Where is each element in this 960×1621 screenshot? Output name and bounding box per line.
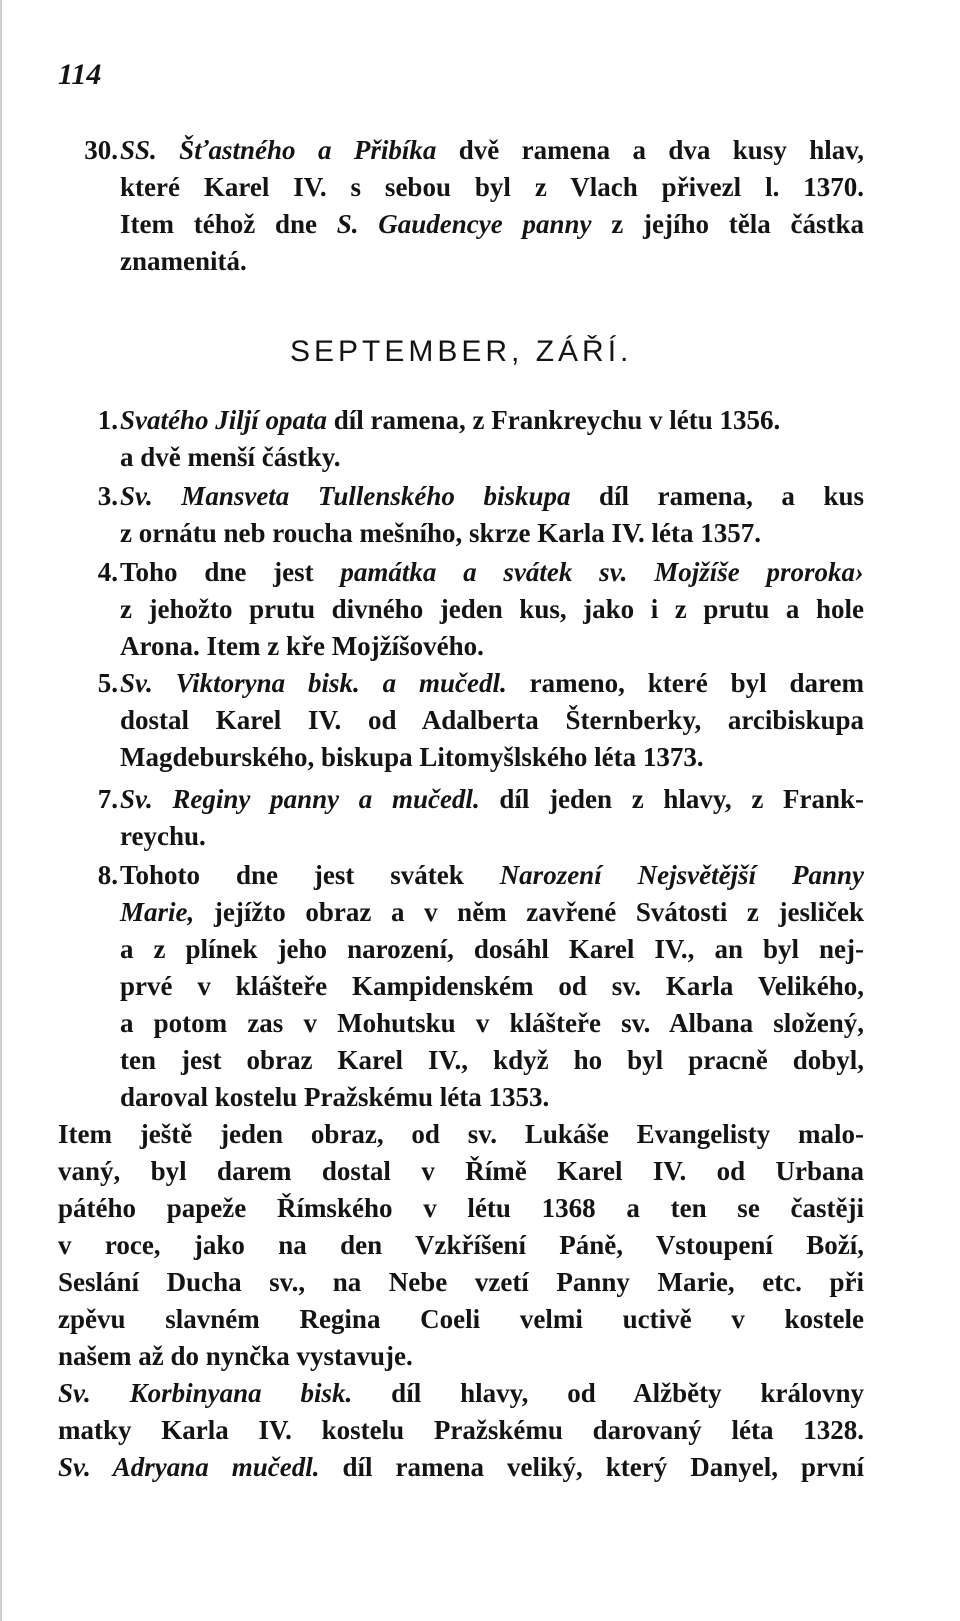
line-text: matky Karla IV. kostelu Pražskému darovaný léta 1328. — [58, 1415, 864, 1445]
text-line — [120, 665, 864, 702]
line-text: Arona. Item z kře Mojžíšového. — [120, 631, 484, 661]
entry-number: 5. — [97, 668, 118, 698]
text-line — [120, 554, 864, 591]
text-line — [120, 243, 864, 280]
text-line — [58, 1375, 864, 1412]
entry-text — [120, 402, 864, 476]
line-text: reychu. — [120, 821, 206, 851]
text-line — [58, 1338, 864, 1375]
entry-text — [58, 857, 864, 1486]
entry-text — [120, 554, 864, 665]
text-line — [120, 781, 864, 818]
saint-name: Sv. Korbinyana bisk. — [58, 1378, 353, 1408]
line-text: vaný, byl darem dostal v Římě Karel IV. od Urbana — [58, 1156, 864, 1186]
line-text: našem až do nynčka vystavuje. — [58, 1341, 413, 1371]
line-text: jejížto obraz a v něm zavřené Svátosti z jesliček — [194, 897, 864, 927]
line-text: díl ramena veliký, který Danyel, první — [319, 1452, 864, 1482]
entry-1 — [58, 402, 864, 476]
line-text: zpěvu slavném Regina Coeli velmi uctivě v kostele — [58, 1304, 864, 1334]
line-text: z ornátu neb roucha mešního, skrze Karla IV. léta 1357. — [120, 518, 761, 548]
line-text: a z plínek jeho narození, dosáhl Karel IV., an byl nej- — [120, 934, 864, 964]
saint-name: SS. Šťastného a Přibíka — [120, 135, 437, 165]
line-text: Seslání Ducha sv., na Nebe vzetí Panny Marie, etc. při — [58, 1267, 864, 1297]
text-line — [120, 439, 864, 476]
line-text: prvé v klášteře Kampidenském od sv. Karla Velikého, — [120, 971, 864, 1001]
line-text: Item ještě jeden obraz, od sv. Lukáše Evangelisty malo- — [58, 1119, 864, 1149]
page-number: 114 — [58, 58, 102, 91]
saint-name: Sv. Reginy panny a mučedl. — [120, 784, 480, 814]
line-text: rameno, které byl darem — [506, 668, 864, 698]
text-line — [58, 1116, 864, 1153]
entry-number: 7. — [97, 784, 118, 814]
line-text: z jejího těla částka — [591, 209, 865, 239]
text-line — [120, 478, 864, 515]
entry-text — [120, 665, 864, 776]
line-text: a dvě menší částky. — [120, 442, 341, 472]
entry-4 — [58, 554, 864, 665]
text-line — [120, 206, 864, 243]
entry-8 — [58, 857, 864, 1486]
month-heading: SEPTEMBER, ZÁŘÍ. — [290, 335, 633, 368]
text-line — [120, 515, 864, 552]
text-line — [120, 591, 864, 628]
line-text: díl ramena, z Frankreychu v létu 1356. — [327, 405, 781, 435]
line-text: a potom zas v Mohutsku v klášteře sv. Albana složený, — [120, 1008, 864, 1038]
line-text: pátého papeže Římského v létu 1368 a ten se častěji — [58, 1193, 864, 1223]
text-line — [120, 1042, 864, 1079]
line-text: Toho dne jest — [120, 557, 341, 587]
text-line — [120, 857, 864, 894]
line-text: z jehožto prutu divného jeden kus, jako i z prutu a hole — [120, 594, 864, 624]
text-line — [58, 1301, 864, 1338]
text-line — [58, 1153, 864, 1190]
text-line — [120, 894, 864, 931]
saint-name: Sv. Mansveta Tullenského biskupa — [120, 481, 571, 511]
text-line — [120, 931, 864, 968]
line-text: Item téhož dne — [120, 209, 337, 239]
text-line — [58, 1449, 864, 1486]
line-text: v roce, jako na den Vzkříšení Páně, Vstoupení Boží, — [58, 1230, 864, 1260]
text-line — [120, 1005, 864, 1042]
line-text: které Karel IV. s sebou byl z Vlach přivezl l. 1370. — [120, 172, 864, 202]
saint-name: Sv. Adryana mučedl. — [58, 1452, 320, 1482]
entry-number: 30. — [84, 135, 118, 165]
text-line — [120, 169, 864, 206]
saint-name: S. Gaudencye panny — [336, 209, 592, 239]
feast-name: Narození Nejsvětější Panny — [499, 860, 864, 890]
line-text: Magdeburského, biskupa Litomyšlského léta 1373. — [120, 742, 704, 772]
text-line — [120, 739, 864, 776]
line-text: ten jest obraz Karel IV., když ho byl pracně dobyl, — [120, 1045, 864, 1075]
entry-3 — [58, 478, 864, 552]
text-line — [120, 818, 864, 855]
text-line — [58, 1264, 864, 1301]
text-line — [120, 628, 864, 665]
entry-text — [120, 781, 864, 855]
entry-text — [120, 478, 864, 552]
entry-number: 4. — [97, 557, 118, 587]
entry-30 — [58, 132, 864, 280]
feast-name: Marie, — [120, 897, 195, 927]
entry-5 — [58, 665, 864, 776]
feast-name: památka a svátek sv. Mojžíše proroka› — [340, 557, 864, 587]
entry-number: 3. — [97, 481, 118, 511]
entry-text — [120, 132, 864, 280]
entry-7 — [58, 781, 864, 855]
line-text: díl hlavy, od Alžběty královny — [352, 1378, 864, 1408]
text-line — [120, 1079, 864, 1116]
text-line — [120, 132, 864, 169]
saint-name: Sv. Viktoryna bisk. a mučedl. — [120, 668, 507, 698]
line-text: dostal Karel IV. od Adalberta Šternberky, arcibiskupa — [120, 705, 864, 735]
saint-name: Svatého Jiljí opata — [120, 405, 328, 435]
entry-number: 8. — [97, 860, 118, 890]
text-line — [120, 968, 864, 1005]
line-text: dvě ramena a dva kusy hlav, — [436, 135, 864, 165]
text-line — [120, 402, 864, 439]
text-line — [58, 1190, 864, 1227]
line-text: díl jeden z hlavy, z Frank- — [479, 784, 864, 814]
line-text: znamenitá. — [120, 246, 247, 276]
line-text: díl ramena, a kus — [570, 481, 864, 511]
line-text: daroval kostelu Pražskému léta 1353. — [120, 1082, 550, 1112]
text-line — [58, 1227, 864, 1264]
text-line — [120, 702, 864, 739]
entry-number: 1. — [97, 405, 118, 435]
text-line — [58, 1412, 864, 1449]
line-text: Tohoto dne jest svátek — [120, 860, 500, 890]
